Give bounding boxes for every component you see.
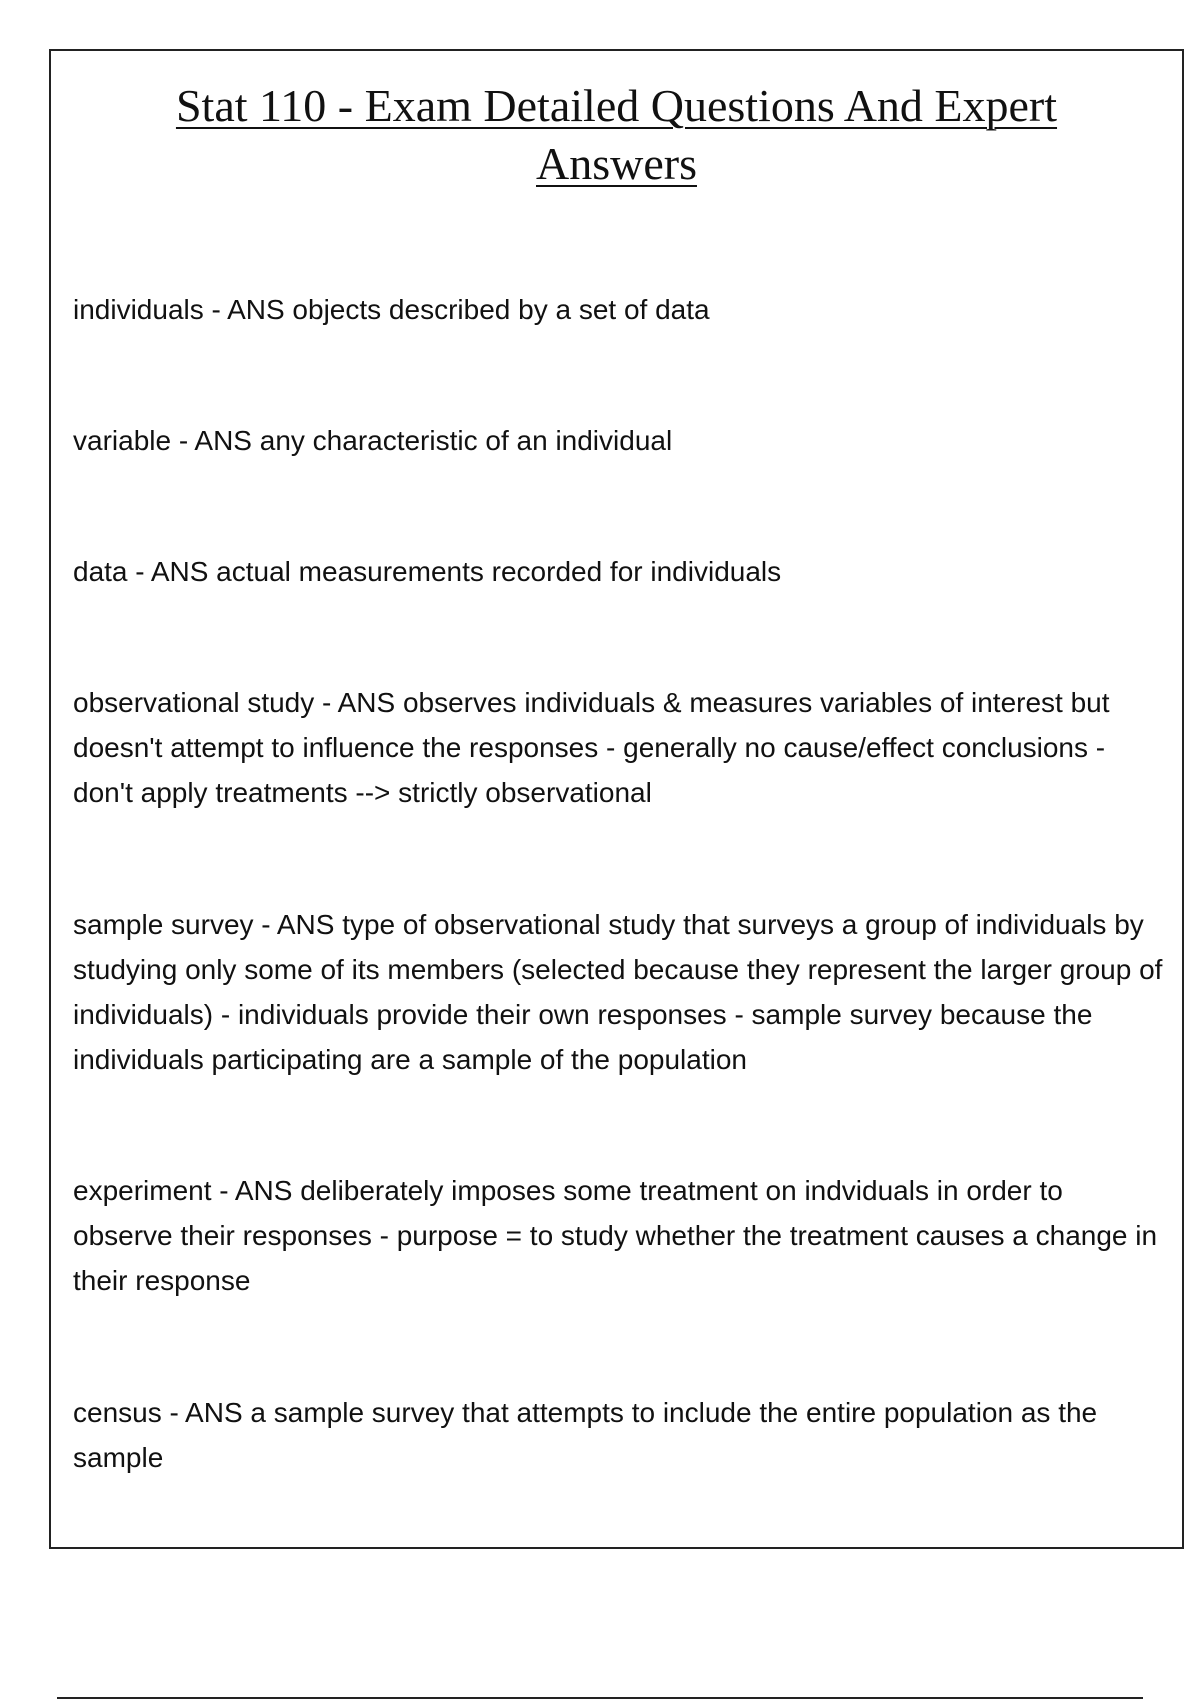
qa-entry-variable: variable - ANS any characteristic of an individual bbox=[73, 425, 673, 456]
qa-entry-experiment: experiment - ANS deliberately imposes some treatment on indviduals in order to observe their responses - purpose = to study whether the treatment causes a change in their response bbox=[73, 1175, 1158, 1296]
qa-entry-individuals: individuals - ANS objects described by a set of data bbox=[73, 294, 710, 325]
qa-entry-observational-study: observational study - ANS observes individuals & measures variables of interest but doesn't attempt to influence the responses - generally no cause/effect conclusions - don't apply treatments --> strictly observational bbox=[73, 687, 1110, 808]
document-frame bbox=[49, 49, 1184, 1549]
qa-entry-sample-survey: sample survey - ANS type of observational study that surveys a group of individuals by studying only some of its members (selected because they represent the larger group of individuals) - individuals provide their own responses - sample survey because the individuals participating are a sample of the population bbox=[73, 909, 1163, 1075]
qa-entry-data: data - ANS actual measurements recorded for individuals bbox=[73, 556, 782, 587]
page-title: Stat 110 - Exam Detailed Questions And Expert Answers bbox=[175, 80, 1058, 189]
qa-entry-census: census - ANS a sample survey that attempts to include the entire population as the sample bbox=[73, 1397, 1098, 1473]
footer-divider bbox=[57, 1697, 1143, 1699]
